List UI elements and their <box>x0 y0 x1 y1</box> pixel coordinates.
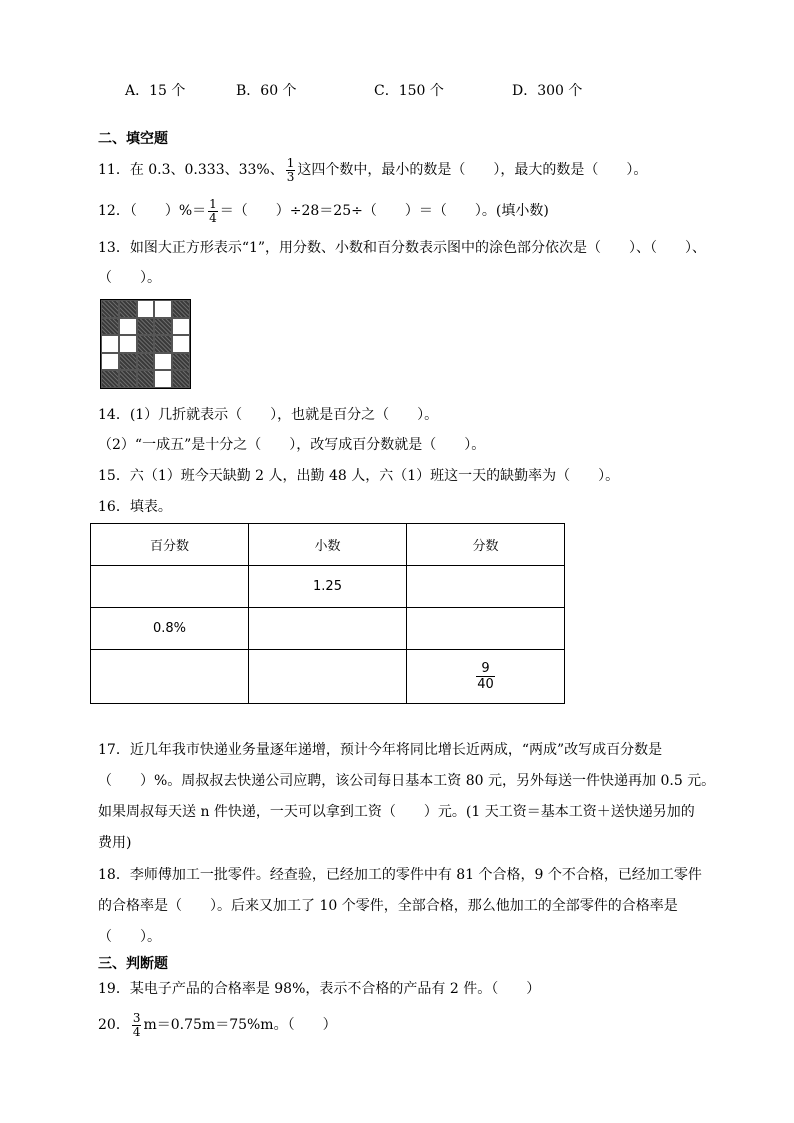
cell-fraction <box>407 650 565 704</box>
question-14-line-2: （2）“一成五”是十分之（ ），改写成百分数就是（ ）。 <box>98 437 486 453</box>
grid-cell-blank <box>101 353 119 371</box>
header-decimal: 小数 <box>249 524 407 566</box>
grid-cell-shaded <box>154 335 172 353</box>
cell-decimal[interactable] <box>249 608 407 650</box>
q20-frac-den: 4 <box>132 1024 141 1039</box>
section-heading-fill-blank: 二、填空题 <box>98 131 168 147</box>
q12-frac-num: 1 <box>209 196 217 211</box>
header-fraction: 分数 <box>407 524 565 566</box>
question-17-line-4: 费用) <box>98 835 132 851</box>
cell-fraction[interactable] <box>407 608 565 650</box>
header-percent: 百分数 <box>91 524 249 566</box>
grid-cell-shaded <box>119 353 137 371</box>
grid-cell-shaded <box>101 370 119 388</box>
question-18-line-1: 18．李师傅加工一批零件。经查验，已经加工的零件中有 81 个合格，9 个不合格，已经加工零件 <box>98 867 702 883</box>
question-13-line-2: （ ）。 <box>98 270 161 286</box>
question-20 <box>98 1008 337 1042</box>
grid-cell-shaded <box>172 370 190 388</box>
option-a: A．15 个 <box>125 83 186 99</box>
cell-percent[interactable] <box>91 650 249 704</box>
conversion-table <box>90 523 565 704</box>
cell-decimal[interactable] <box>249 650 407 704</box>
question-17-line-3: 如果周叔每天送 n 件快递，一天可以拿到工资（ ）元。(1 天工资＝基本工资＋送快递另加的 <box>98 804 695 820</box>
table-fraction <box>476 661 495 692</box>
question-17-line-2: （ ）%。周叔叔去快递公司应聘，该公司每日基本工资 80 元，另外每送一件快递再加 0.5 元。 <box>98 773 716 789</box>
table-row <box>91 608 565 650</box>
grid-cell-shaded <box>154 318 172 336</box>
question-19: 19．某电子产品的合格率是 98%，表示不合格的产品有 2 件。（ ） <box>98 981 541 997</box>
grid-cell-shaded <box>137 370 155 388</box>
grid-cell-shaded <box>119 370 137 388</box>
grid-cell-shaded <box>137 335 155 353</box>
grid-cell-blank <box>154 370 172 388</box>
table-row <box>91 566 565 608</box>
grid-cell-shaded <box>172 300 190 318</box>
question-14-line-1: 14．(1）几折就表示（ ），也就是百分之（ ）。 <box>98 407 439 423</box>
grid-cell-shaded <box>172 353 190 371</box>
grid-cell-blank <box>137 300 155 318</box>
grid-cell-shaded <box>101 318 119 336</box>
table-frac-num: 9 <box>481 661 490 676</box>
question-12 <box>98 195 549 227</box>
question-15: 15．六（1）班今天缺勤 2 人，出勤 48 人，六（1）班这一天的缺勤率为（ ）。 <box>98 468 620 484</box>
option-c: C．150 个 <box>374 83 444 99</box>
shaded-square-figure <box>100 299 191 389</box>
grid-cell-shaded <box>137 318 155 336</box>
option-b: B．60 个 <box>236 83 297 99</box>
section-heading-judge: 三、判断题 <box>98 956 168 972</box>
grid-cell-shaded <box>101 300 119 318</box>
grid-cell-blank <box>101 335 119 353</box>
cell-fraction[interactable] <box>407 566 565 608</box>
q11-text-before: 11．在 0.3、0.333、33%、 <box>98 162 284 178</box>
question-13-line-1: 13．如图大正方形表示“1”，用分数、小数和百分数表示图中的涂色部分依次是（ ）、（ ）、 <box>98 240 707 256</box>
grid-cell-shaded <box>137 353 155 371</box>
grid-cell-blank <box>154 300 172 318</box>
grid-cell-shaded <box>119 300 137 318</box>
question-16-title: 16．填表。 <box>98 499 172 515</box>
grid-cell-blank <box>119 335 137 353</box>
q11-text-after: 这四个数中，最小的数是（ ），最大的数是（ ）。 <box>297 162 648 178</box>
grid-cell-blank <box>172 318 190 336</box>
grid-cell-blank <box>154 353 172 371</box>
question-17-line-1: 17．近几年我市快递业务量逐年递增，预计今年将同比增长近两成，“两成”改写成百分数是 <box>98 742 663 758</box>
grid-cell-blank <box>172 335 190 353</box>
table-row <box>91 650 565 704</box>
q20-fraction <box>132 1012 142 1039</box>
question-11 <box>98 154 647 186</box>
question-18-line-3: （ ）。 <box>98 929 161 945</box>
q20-prefix: 20． <box>98 1017 130 1033</box>
question-18-line-2: 的合格率是（ ）。后来又加工了 10 个零件，全部合格，那么他加工的全部零件的合格率是 <box>98 898 678 914</box>
grid-cell-blank <box>119 318 137 336</box>
q11-frac-num: 1 <box>286 155 295 170</box>
table-header-row <box>91 524 565 566</box>
q11-frac-den: 3 <box>286 169 295 184</box>
q20-text-after: m＝0.75m＝75%m。（ ） <box>143 1017 337 1033</box>
q12-text-after: ＝（ ）÷28＝25÷（ ）＝（ ）。(填小数) <box>219 203 549 219</box>
q12-frac-den: 4 <box>209 210 217 225</box>
q12-text-before: 12．（ ）%＝ <box>98 203 207 219</box>
cell-percent: 0.8% <box>91 608 249 650</box>
table-frac-den: 40 <box>477 677 494 692</box>
q12-fraction <box>208 198 218 225</box>
cell-decimal: 1.25 <box>249 566 407 608</box>
cell-percent[interactable] <box>91 566 249 608</box>
option-d: D．300 个 <box>512 83 583 99</box>
q11-fraction <box>286 157 296 184</box>
q20-frac-num: 3 <box>132 1010 141 1025</box>
